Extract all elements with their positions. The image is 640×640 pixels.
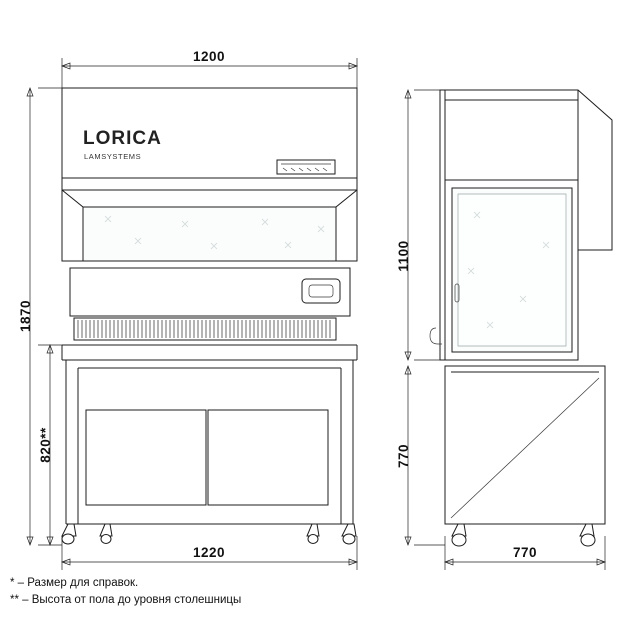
dim-stand-height: 770	[396, 443, 411, 469]
casters-side	[452, 524, 595, 546]
dim-cabinet-height: 1100	[396, 240, 411, 272]
dim-base-width: 1220	[192, 545, 226, 560]
stand-side	[445, 366, 605, 524]
note-1: * – Размер для справок.	[10, 577, 139, 589]
brand-name: LORICA	[83, 128, 162, 149]
dim-worktop-height: 820**	[38, 427, 53, 463]
dim-width-top: 1200	[192, 49, 226, 64]
dim-total-height: 1870	[18, 299, 33, 333]
front-view	[18, 49, 357, 570]
glass-sash[interactable]	[83, 207, 336, 261]
note-2: ** – Высота от пола до уровня столешницы	[10, 594, 242, 606]
side-view	[396, 90, 612, 570]
drawing-notes	[10, 575, 440, 609]
air-grille	[74, 318, 336, 340]
side-glass-panel[interactable]	[452, 188, 572, 352]
sash-handle[interactable]	[302, 279, 340, 303]
dim-depth: 770	[512, 545, 538, 560]
casters-front	[62, 524, 356, 544]
cabinet-doors[interactable]	[86, 410, 328, 505]
brand-sub: LAMSYSTEMS	[84, 152, 142, 161]
control-panel[interactable]	[277, 160, 335, 174]
